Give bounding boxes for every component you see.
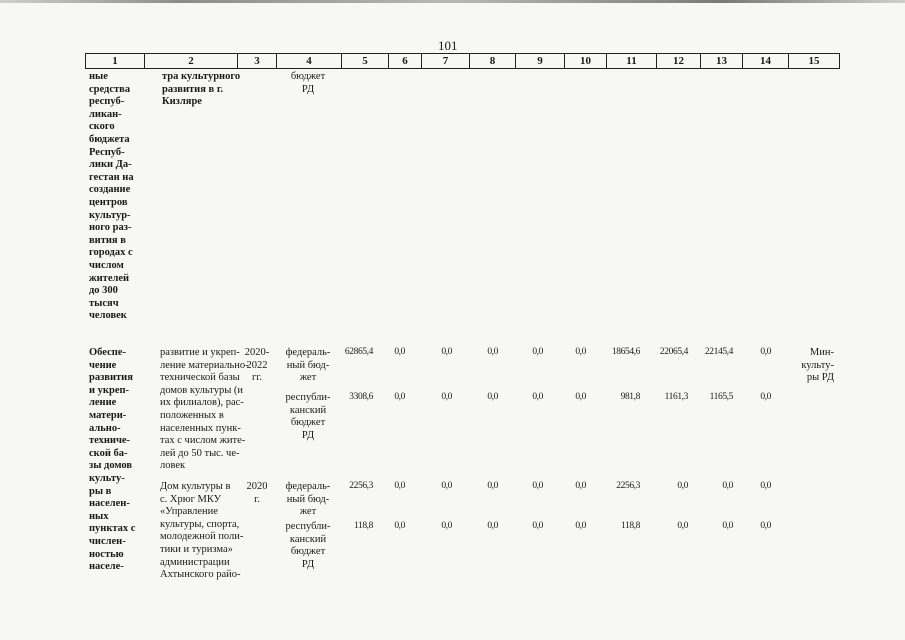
row-c-republic-col9: 0,0: [532, 521, 543, 531]
row-b-federal-col13: 22145,4: [704, 347, 733, 357]
row-c-federal-col5: 2256,3: [349, 481, 373, 491]
row-b-republic-col11: 981,8: [620, 392, 640, 402]
row-b-federal-col11: 18654,6: [611, 347, 640, 357]
row-c-source-republic: республи- канский бюджет РД: [285, 521, 331, 570]
row-c-federal-col12: 0,0: [677, 481, 688, 491]
row-b-republic-col7: 0,0: [441, 392, 452, 402]
row-b-federal-col6: 0,0: [394, 347, 405, 357]
column-header-row: [85, 53, 840, 69]
row-c-republic-col12: 0,0: [677, 521, 688, 531]
row-b-republic-col13: 1165,5: [709, 392, 733, 402]
row-a-col2: тра культурного развития в г. Кизляре: [162, 71, 241, 108]
row-c-republic-col10: 0,0: [575, 521, 586, 531]
row-c-federal-col8: 0,0: [487, 481, 498, 491]
row-b-republic-col12: 1161,3: [664, 392, 688, 402]
row-c-source-federal: федераль- ный бюд- жет: [285, 481, 331, 518]
row-c-col3: 2020 г.: [246, 481, 268, 505]
row-c-federal-col6: 0,0: [394, 481, 405, 491]
column-header-2: 2: [145, 54, 238, 68]
column-header-11: 11: [607, 54, 657, 68]
column-header-10: 10: [565, 54, 607, 68]
row-c-republic-col11: 118,8: [620, 521, 640, 531]
row-b-republic-col8: 0,0: [487, 392, 498, 402]
row-c-federal-col11: 2256,3: [616, 481, 640, 491]
row-b-federal-col9: 0,0: [532, 347, 543, 357]
column-header-4: 4: [277, 54, 342, 68]
row-c-republic-col7: 0,0: [441, 521, 452, 531]
scan-edge: [0, 0, 905, 3]
column-header-5: 5: [342, 54, 389, 68]
row-b-republic-col5: 3308,6: [349, 392, 373, 402]
column-header-6: 6: [389, 54, 422, 68]
row-a-col1: ные средства респуб- ликан- ского бюджета Респуб- лики Да- гестан на создание центров культур- ного раз- вития в городах с числом жителей до 300 тысяч человек: [89, 71, 134, 322]
column-header-7: 7: [422, 54, 470, 68]
row-b-federal-col5: 62865,4: [344, 347, 373, 357]
row-c-federal-col7: 0,0: [441, 481, 452, 491]
row-b-republic-col14: 0,0: [760, 392, 771, 402]
column-header-14: 14: [743, 54, 789, 68]
column-header-12: 12: [657, 54, 701, 68]
column-header-8: 8: [470, 54, 516, 68]
column-header-9: 9: [516, 54, 565, 68]
column-header-1: 1: [86, 54, 145, 68]
row-b-col3: 2020- 2022 гг.: [244, 347, 270, 384]
row-c-republic-col13: 0,0: [722, 521, 733, 531]
row-b-col15: Мин- культу- ры РД: [801, 347, 834, 384]
row-b-republic-col9: 0,0: [532, 392, 543, 402]
row-c-republic-col8: 0,0: [487, 521, 498, 531]
row-c-federal-col14: 0,0: [760, 481, 771, 491]
row-b-federal-col7: 0,0: [441, 347, 452, 357]
row-b-source-republic: республи- канский бюджет РД: [285, 392, 331, 441]
row-c-republic-col5: 118,8: [353, 521, 373, 531]
row-c-republic-col6: 0,0: [394, 521, 405, 531]
row-c-federal-col9: 0,0: [532, 481, 543, 491]
row-b-source-federal: федераль- ный бюд- жет: [285, 347, 331, 384]
row-b-col2: развитие и укреп- ление материально- технической базы домов культуры (и их филиалов), рас- положенных в населенных пунк- тах с числом жите- лей до 50 тыс. че- ловек: [160, 347, 249, 472]
row-b-federal-col14: 0,0: [760, 347, 771, 357]
column-header-13: 13: [701, 54, 743, 68]
row-b-federal-col10: 0,0: [575, 347, 586, 357]
row-b-republic-col6: 0,0: [394, 392, 405, 402]
row-a-col4: бюджет РД: [290, 71, 326, 95]
page-number: 101: [438, 38, 458, 53]
row-c-federal-col13: 0,0: [722, 481, 733, 491]
row-b-federal-col8: 0,0: [487, 347, 498, 357]
column-header-3: 3: [238, 54, 277, 68]
row-c-col2: Дом культуры в с. Хрюг МКУ «Управление культуры, спорта, молодежной поли- тики и туризма» администрации Ахтынского райо-: [160, 481, 244, 581]
row-c-federal-col10: 0,0: [575, 481, 586, 491]
row-c-republic-col14: 0,0: [760, 521, 771, 531]
row-b-col1: Обеспе- чение развития и укреп- ление матери- ально- техниче- ской ба- зы домов культу- ры в населен- ных пунктах с числен- ностью населе-: [89, 347, 136, 573]
row-b-federal-col12: 22065,4: [659, 347, 688, 357]
column-header-15: 15: [789, 54, 840, 68]
row-b-republic-col10: 0,0: [575, 392, 586, 402]
